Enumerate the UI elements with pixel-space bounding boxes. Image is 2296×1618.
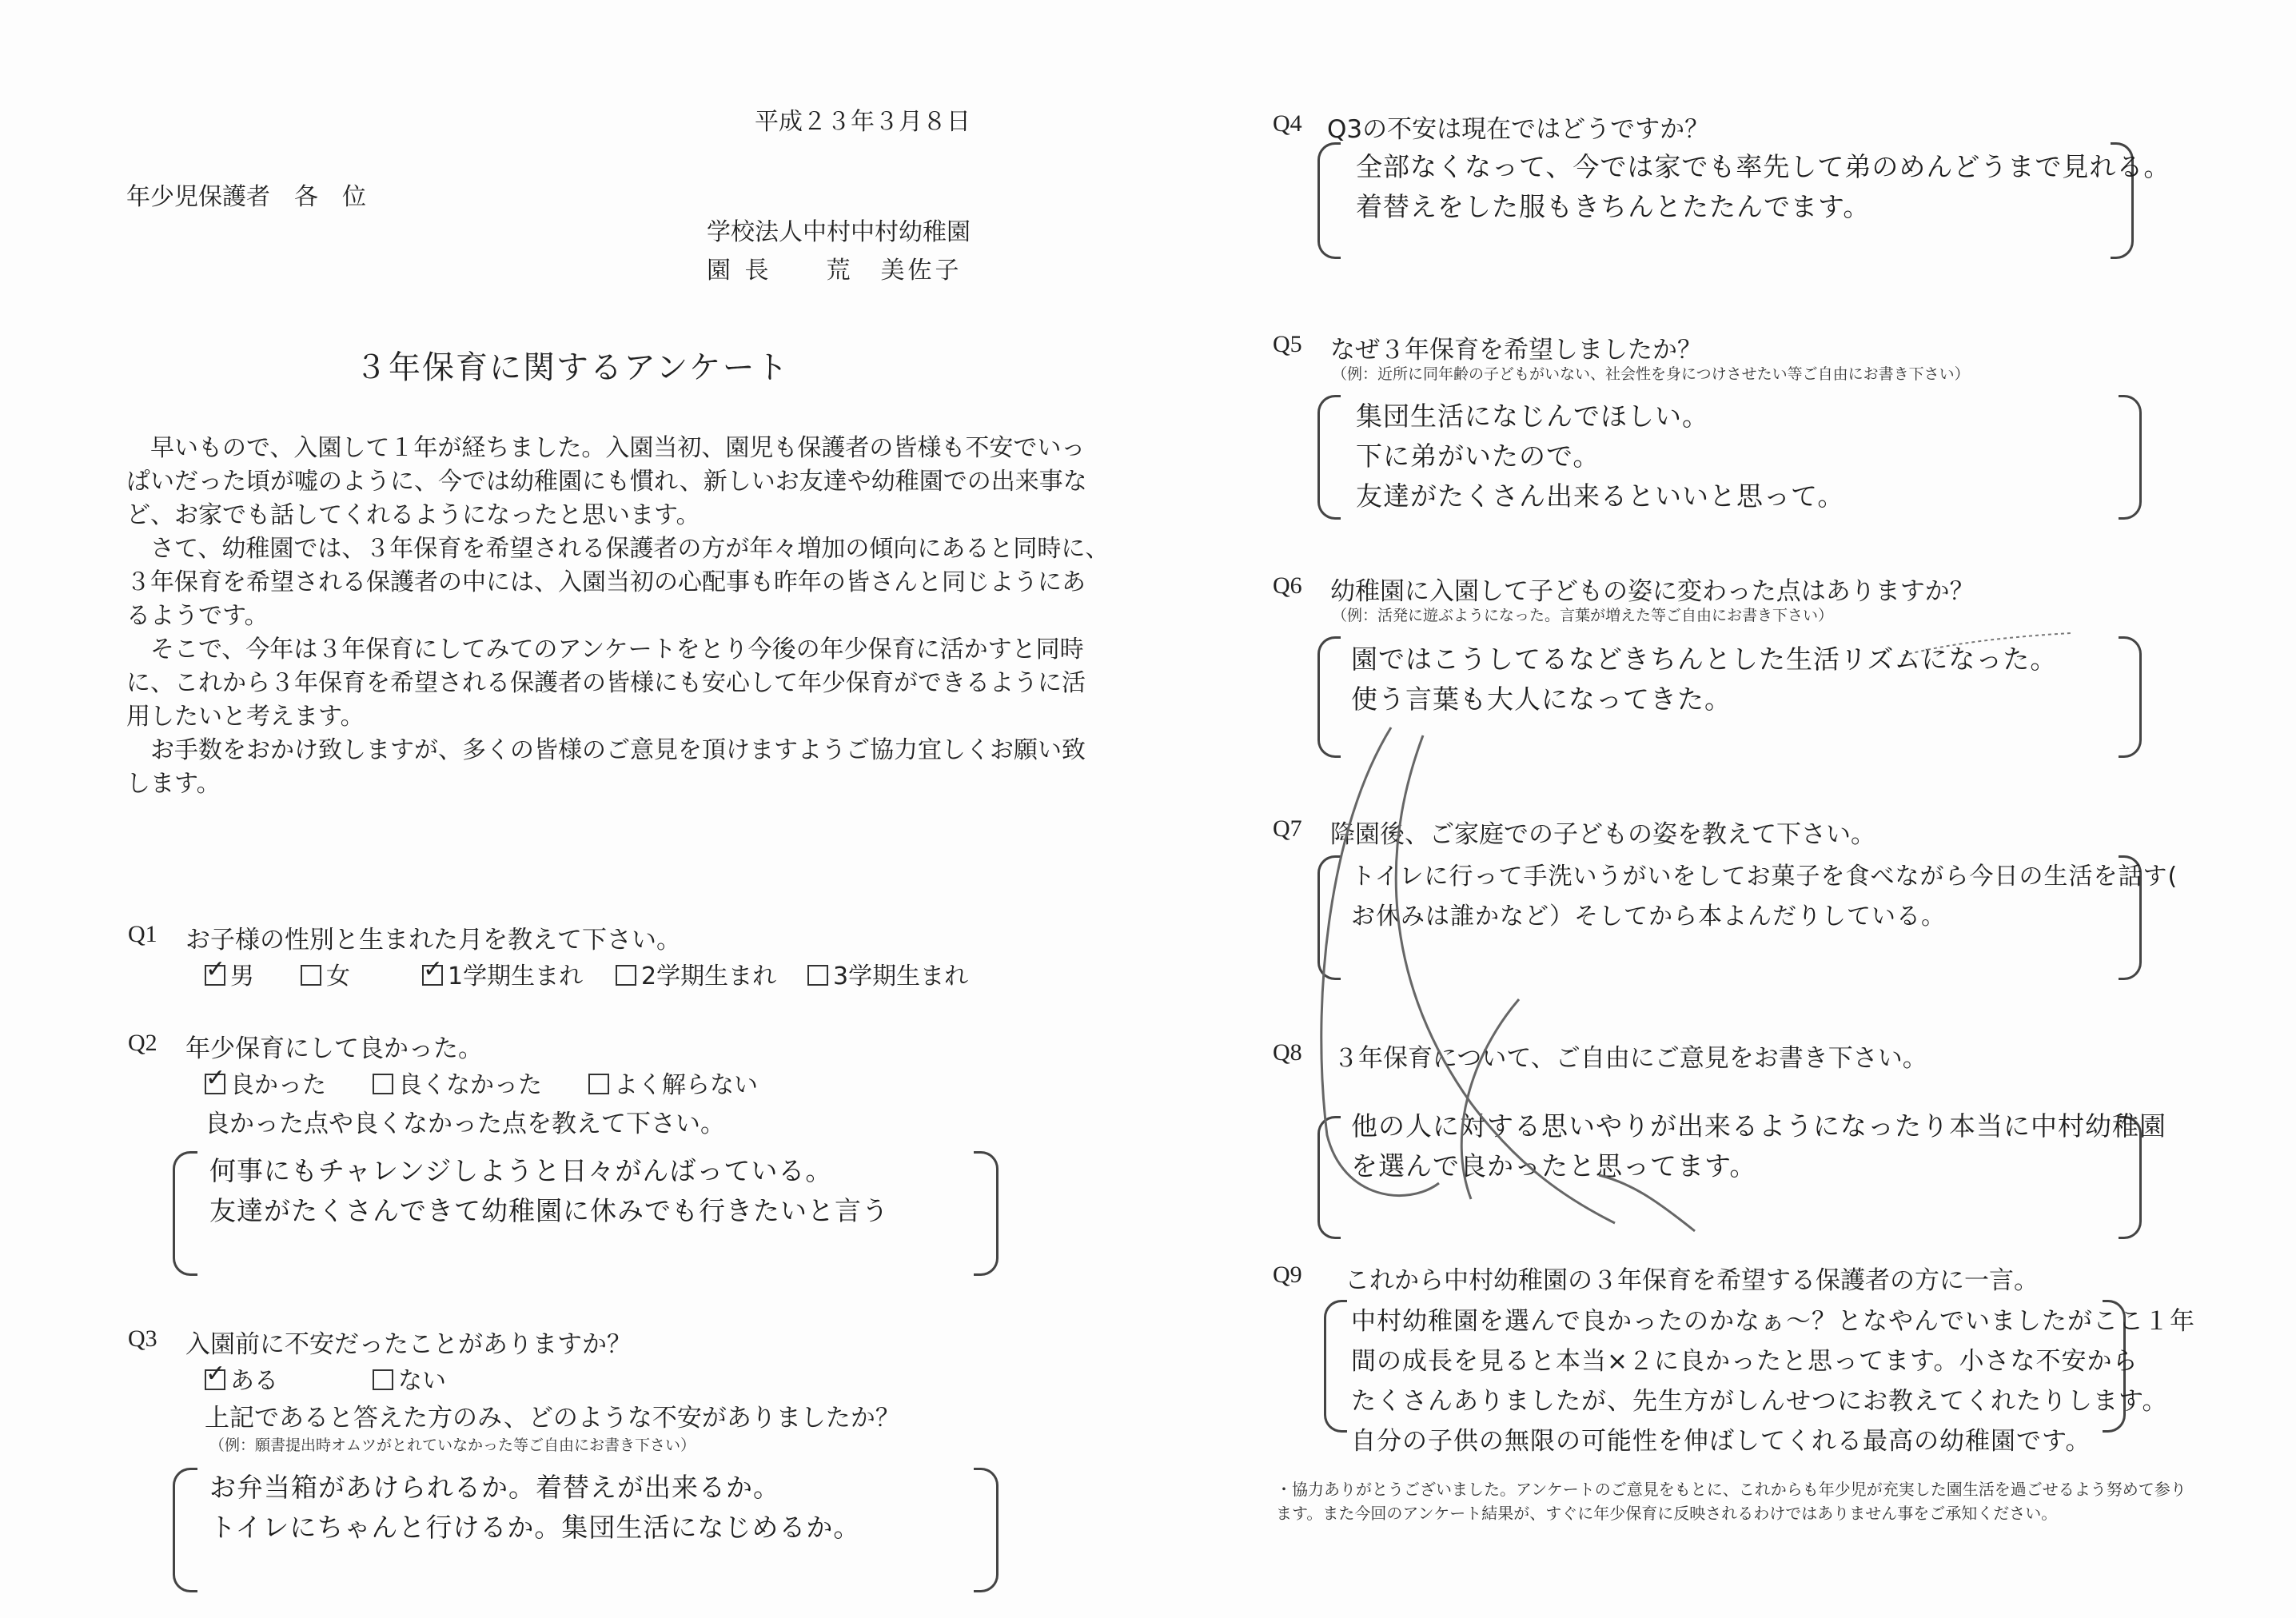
- q1-option-term3[interactable]: 3学期生まれ: [807, 956, 968, 991]
- q6-number: Q6: [1273, 572, 1302, 599]
- q2-option-not-good[interactable]: 良くなかった: [373, 1065, 542, 1100]
- q5-answer: [1356, 397, 1844, 516]
- q2-answer-bracket-right: [974, 1151, 999, 1276]
- intro-text: [126, 432, 1109, 801]
- checkbox-icon: [588, 1074, 609, 1094]
- q4-answer: [1356, 147, 2170, 227]
- intro-line: に、これから３年保育を希望される保護者の皆様にも安心して年少保育ができるように活: [126, 669, 1086, 697]
- handwritten-line: 集団生活になじんでほしい。: [1356, 401, 1709, 432]
- q3-answer-bracket-right: [974, 1468, 999, 1592]
- q1-text: お子様の性別と生まれた月を教えて下さい。: [185, 926, 681, 954]
- intro-line: ど、お家でも話してくれるようになったと思います。: [126, 501, 700, 529]
- handwritten-line: たくさんありましたが、先生方がしんせつにお教えてくれたりします。: [1351, 1387, 2168, 1416]
- intro-line: お手数をおかけ致しますが、多くの皆様のご意見を頂けますようご協力宜しくお願い致: [126, 736, 1086, 764]
- q1-option-male[interactable]: ✓男: [205, 956, 254, 991]
- handwritten-line: 中村幼稚園を選んで良かったのかなぁ～？となやんでいましたがここ１年: [1351, 1307, 2195, 1336]
- intro-line: ぱいだった頃が嘘のように、今では幼稚園にも慣れ、新しいお友達や幼稚園での出来事な: [126, 468, 1087, 496]
- q2-sub-question: 良かった点や良くなかった点を教えて下さい。: [205, 1110, 725, 1138]
- q4-answer-bracket-left: [1317, 142, 1341, 259]
- handwritten-line: 他の人に対する思いやりが出来るようになったり本当に中村幼稚園: [1351, 1110, 2166, 1142]
- handwritten-line: トイレに行って手洗いうがいをしてお菓子を食べながら今日の生活を話す(: [1351, 863, 2178, 891]
- q3-answer-bracket-left: [173, 1468, 197, 1592]
- q1-option-term2[interactable]: 2学期生まれ: [616, 956, 776, 991]
- handwritten-line: 全部なくなって、今では家でも率先して弟のめんどうまで見れる。: [1356, 151, 2171, 182]
- q5-example: （例：近所に同年齢の子どもがいない、社会性を身につけさせたい等ご自由にお書き下さい）: [1332, 365, 1970, 383]
- handwritten-line: 友達がたくさん出来るといいと思って。: [1356, 480, 1845, 512]
- q1-number: Q1: [128, 921, 157, 947]
- checkbox-icon: [616, 965, 636, 986]
- q9-number: Q9: [1273, 1261, 1302, 1288]
- q2-answer-bracket-left: [173, 1151, 197, 1276]
- q6-answer-bracket-right: [2119, 636, 2142, 758]
- q6-example: （例：活発に遊ぶようになった。言葉が増えた等ご自由にお書き下さい）: [1332, 607, 1834, 624]
- school-name: 学校法人中村中村幼稚園: [707, 218, 971, 246]
- checkbox-icon: [373, 1074, 393, 1094]
- checkbox-icon: [807, 965, 828, 986]
- checkbox-checked-icon: [205, 1074, 225, 1094]
- principal-name: 園 長 荒 美佐子: [707, 257, 963, 285]
- footer-line: ・協力ありがとうございました。アンケートのご意見をもとに、これからも年少児が充実した園生活を過ごせるよう努めて参り: [1276, 1480, 2186, 1499]
- q3-number: Q3: [128, 1325, 157, 1352]
- checkbox-icon: [301, 965, 321, 986]
- q2-number: Q2: [128, 1030, 157, 1056]
- q5-answer-bracket-left: [1317, 395, 1341, 520]
- q3-answer: [209, 1468, 860, 1548]
- handwritten-line: 園ではこうしてるなどきちんとした生活リズムになった。: [1351, 644, 2058, 675]
- intro-line: します。: [126, 770, 221, 798]
- q4-number: Q4: [1273, 110, 1302, 137]
- stray-dashed-stroke: [1903, 632, 2071, 664]
- handwritten-line: トイレにちゃんと行けるか。集団生活になじめるか。: [209, 1512, 861, 1543]
- q3-option-no[interactable]: ない: [373, 1361, 446, 1396]
- intro-line: 用したいと考えます。: [126, 703, 365, 731]
- q5-text: なぜ３年保育を希望しましたか？: [1330, 336, 1702, 365]
- handwritten-line: 自分の子供の無限の可能性を伸ばしてくれる最高の幼稚園です。: [1351, 1427, 2091, 1456]
- checkbox-icon: [373, 1369, 393, 1390]
- q6-text: 幼稚園に入園して子どもの姿に変わった点はありますか？: [1330, 577, 1975, 606]
- intro-line: 早いもので、入園して１年が経ちました。入園当初、園児も保護者の皆様も不安でいっ: [126, 434, 1086, 462]
- date: 平成２３年３月８日: [755, 108, 971, 136]
- q1-option-term1[interactable]: ✓ 1学期生まれ: [422, 956, 583, 991]
- checkbox-checked-icon: [205, 1369, 225, 1390]
- handwritten-line: 下に弟がいたので。: [1356, 440, 1600, 472]
- handwritten-line: 間の成長を見ると本当×２に良かったと思ってます。小さな不安から: [1351, 1347, 2139, 1376]
- q2-option-good[interactable]: ✓良かった: [205, 1065, 326, 1100]
- checkbox-checked-icon: [205, 965, 225, 986]
- q2-text: 年少保育にして良かった。: [185, 1034, 483, 1063]
- handwritten-line: お休みは誰かなど）そしてから本よんだりしている。: [1351, 903, 1946, 931]
- footer-line: ます。また今回のアンケート結果が、すぐに年少保育に反映されるわけではありません事をご承知ください。: [1276, 1504, 2058, 1523]
- q9-answer: [1351, 1301, 2195, 1461]
- q1-option-female[interactable]: 女: [301, 956, 350, 991]
- checkbox-checked-icon: [422, 965, 443, 986]
- handwritten-line: お弁当箱があけられるか。着替えが出来るか。: [209, 1472, 780, 1503]
- q2-option-unsure[interactable]: よく解らない: [588, 1065, 758, 1100]
- q4-text: Q3の不安は現在ではどうですか？: [1327, 115, 1710, 144]
- addressee: 年少児保護者 各 位: [126, 183, 366, 211]
- q7-text: 降園後、ご家庭での子どもの姿を教えて下さい。: [1330, 820, 1875, 849]
- q9-answer-bracket-left: [1324, 1300, 1347, 1433]
- q5-answer-bracket-right: [2119, 395, 2142, 520]
- handwritten-line: 何事にもチャレンジしようと日々がんばっている。: [209, 1155, 833, 1186]
- footer-note: [1276, 1477, 2186, 1525]
- q3-example: （例：願書提出時オムツがとれていなかった等ご自由にお書き下さい）: [209, 1437, 696, 1454]
- q8-number: Q8: [1273, 1039, 1302, 1066]
- q3-option-yes[interactable]: ✓ある: [205, 1361, 278, 1396]
- intro-line: ３年保育を希望される保護者の中には、入園当初の心配事も昨年の皆さんと同じようにあ: [126, 568, 1086, 596]
- intro-line: るようです。: [126, 602, 269, 630]
- q2-answer: [209, 1151, 889, 1231]
- handwritten-line: 使う言葉も大人になってきた。: [1351, 683, 1732, 715]
- stray-pen-strokes: [1279, 624, 1727, 1247]
- q7-number: Q7: [1273, 815, 1302, 842]
- q3-text: 入園前に不安だったことがありますか？: [185, 1330, 632, 1359]
- handwritten-line: を選んで良かったと思ってます。: [1351, 1150, 1757, 1182]
- q9-text: これから中村幼稚園の３年保育を希望する保護者の方に一言。: [1345, 1266, 2039, 1295]
- intro-line: さて、幼稚園では、３年保育を希望される保護者の方が年々増加の傾向にあると同時に、: [126, 535, 1110, 563]
- q8-text: ３年保育について、ご自由にご意見をお書き下さい。: [1333, 1044, 1927, 1073]
- q5-number: Q5: [1273, 331, 1302, 357]
- handwritten-line: 着替えをした服もきちんとたたんでます。: [1356, 191, 1871, 222]
- handwritten-line: 友達がたくさんできて幼稚園に休みでも行きたいと言う: [209, 1195, 889, 1226]
- q3-sub-question: 上記であると答えた方のみ、どのような不安がありましたか？: [205, 1404, 900, 1433]
- page-title: ３年保育に関するアンケート: [355, 349, 790, 386]
- intro-line: そこで、今年は３年保育にしてみてのアンケートをとり今後の年少保育に活かすと同時: [126, 636, 1084, 664]
